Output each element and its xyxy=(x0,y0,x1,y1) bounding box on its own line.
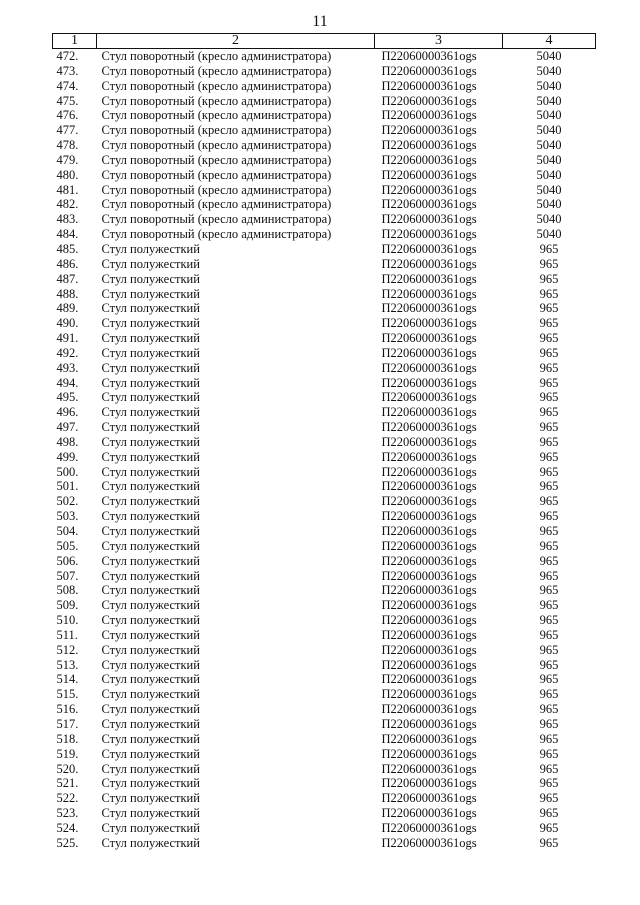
header-row xyxy=(53,34,596,49)
item-name: Стул полужесткий xyxy=(101,286,200,301)
item-name: Стул полужесткий xyxy=(101,657,200,672)
item-value: 5040 xyxy=(536,227,562,242)
table-row xyxy=(53,628,596,643)
row-number: 475. xyxy=(56,93,79,108)
item-value: 965 xyxy=(539,776,559,791)
column-header-2: 2 xyxy=(97,34,375,49)
table-row xyxy=(53,450,596,465)
row-number: 501. xyxy=(56,479,79,494)
item-name: Стул полужесткий xyxy=(101,345,200,360)
table-row xyxy=(53,257,596,272)
table-row xyxy=(53,539,596,554)
item-name: Стул полужесткий xyxy=(101,598,200,613)
item-name: Стул полужесткий xyxy=(101,835,200,850)
row-number: 513. xyxy=(56,657,79,672)
table-row xyxy=(53,435,596,450)
item-name: Стул полужесткий xyxy=(101,375,200,390)
inventory-code: П22060000361ogs xyxy=(381,123,477,138)
item-value: 5040 xyxy=(536,182,562,197)
inventory-code: П22060000361ogs xyxy=(381,553,477,568)
inventory-code: П22060000361ogs xyxy=(381,598,477,613)
inventory-code: П22060000361ogs xyxy=(381,434,477,449)
item-name: Стул поворотный (кресло администратора) xyxy=(101,123,332,138)
item-name: Стул поворотный (кресло администратора) xyxy=(101,227,332,242)
inventory-code: П22060000361ogs xyxy=(381,731,477,746)
row-number: 481. xyxy=(56,182,79,197)
item-value: 965 xyxy=(539,806,559,821)
column-header-3: 3 xyxy=(375,34,503,49)
item-value: 965 xyxy=(539,331,559,346)
item-name: Стул полужесткий xyxy=(101,627,200,642)
row-number: 522. xyxy=(56,791,79,806)
item-name: Стул полужесткий xyxy=(101,746,200,761)
inventory-code: П22060000361ogs xyxy=(381,672,477,687)
row-number: 508. xyxy=(56,583,79,598)
table-row xyxy=(53,687,596,702)
table-row xyxy=(53,420,596,435)
inventory-code: П22060000361ogs xyxy=(381,93,477,108)
table-row xyxy=(53,64,596,79)
row-number: 500. xyxy=(56,464,79,479)
inventory-code: П22060000361ogs xyxy=(381,197,477,212)
item-value: 965 xyxy=(539,538,559,553)
row-number: 516. xyxy=(56,702,79,717)
row-number: 502. xyxy=(56,494,79,509)
item-value: 965 xyxy=(539,524,559,538)
table-row xyxy=(53,762,596,777)
inventory-table xyxy=(52,33,596,851)
inventory-code: П22060000361ogs xyxy=(381,390,477,405)
item-value: 5040 xyxy=(536,63,562,78)
table-row xyxy=(53,123,596,138)
table-row xyxy=(53,776,596,791)
inventory-code: П22060000361ogs xyxy=(381,331,477,346)
item-value: 5040 xyxy=(536,138,562,153)
inventory-code: П22060000361ogs xyxy=(381,63,477,78)
item-value: 965 xyxy=(539,553,559,568)
inventory-table-container xyxy=(52,33,595,851)
row-number: 517. xyxy=(56,716,79,731)
item-name: Стул полужесткий xyxy=(101,568,200,583)
inventory-code: П22060000361ogs xyxy=(381,360,477,375)
item-name: Стул поворотный (кресло администратора) xyxy=(101,167,332,182)
item-value: 5040 xyxy=(536,93,562,108)
inventory-code: П22060000361ogs xyxy=(381,820,477,835)
item-value: 965 xyxy=(539,731,559,746)
inventory-code: П22060000361ogs xyxy=(381,479,477,494)
table-row xyxy=(53,806,596,821)
inventory-code: П22060000361ogs xyxy=(381,138,477,153)
row-number: 518. xyxy=(56,731,79,746)
inventory-code: П22060000361ogs xyxy=(381,345,477,360)
inventory-code: П22060000361ogs xyxy=(381,449,477,464)
item-name: Стул полужесткий xyxy=(101,464,200,479)
inventory-code: П22060000361ogs xyxy=(381,494,477,509)
row-number: 523. xyxy=(56,806,79,821)
inventory-code: П22060000361ogs xyxy=(381,509,477,524)
table-row xyxy=(53,658,596,673)
row-number: 485. xyxy=(56,241,79,256)
row-number: 511. xyxy=(56,627,78,642)
row-number: 515. xyxy=(56,687,79,702)
inventory-code: П22060000361ogs xyxy=(381,716,477,731)
item-value: 965 xyxy=(539,360,559,375)
item-name: Стул полужесткий xyxy=(101,241,200,256)
item-value: 965 xyxy=(539,345,559,360)
item-value: 965 xyxy=(539,761,559,776)
table-row xyxy=(53,524,596,539)
inventory-code: П22060000361ogs xyxy=(381,538,477,553)
row-number: 498. xyxy=(56,434,79,449)
table-row xyxy=(53,108,596,123)
row-number: 497. xyxy=(56,420,79,435)
row-number: 503. xyxy=(56,509,79,524)
inventory-code: П22060000361ogs xyxy=(381,227,477,242)
item-name: Стул поворотный (кресло администратора) xyxy=(101,212,332,227)
item-name: Стул поворотный (кресло администратора) xyxy=(101,78,332,93)
inventory-code: П22060000361ogs xyxy=(381,746,477,761)
item-value: 965 xyxy=(539,598,559,613)
inventory-code: П22060000361ogs xyxy=(381,286,477,301)
table-row xyxy=(53,168,596,183)
item-name: Стул полужесткий xyxy=(101,405,200,420)
row-number: 504. xyxy=(56,524,79,538)
table-row xyxy=(53,836,596,851)
item-name: Стул полужесткий xyxy=(101,420,200,435)
item-name: Стул полужесткий xyxy=(101,449,200,464)
table-row xyxy=(53,672,596,687)
inventory-code: П22060000361ogs xyxy=(381,464,477,479)
item-value: 965 xyxy=(539,702,559,717)
inventory-code: П22060000361ogs xyxy=(381,568,477,583)
item-value: 965 xyxy=(539,583,559,598)
inventory-code: П22060000361ogs xyxy=(381,212,477,227)
row-number: 514. xyxy=(56,672,79,687)
table-row xyxy=(53,494,596,509)
table-body xyxy=(53,49,596,851)
row-number: 507. xyxy=(56,568,79,583)
table-row xyxy=(53,717,596,732)
item-value: 5040 xyxy=(536,152,562,167)
item-value: 965 xyxy=(539,716,559,731)
table-row xyxy=(53,301,596,316)
item-value: 965 xyxy=(539,687,559,702)
row-number: 483. xyxy=(56,212,79,227)
inventory-code: П22060000361ogs xyxy=(381,167,477,182)
table-row xyxy=(53,153,596,168)
item-name: Стул поворотный (кресло администратора) xyxy=(101,197,332,212)
item-value: 5040 xyxy=(536,212,562,227)
row-number: 473. xyxy=(56,63,79,78)
item-name: Стул полужесткий xyxy=(101,613,200,628)
inventory-code: П22060000361ogs xyxy=(381,791,477,806)
row-number: 480. xyxy=(56,167,79,182)
table-row xyxy=(53,361,596,376)
table-row xyxy=(53,821,596,836)
inventory-code: П22060000361ogs xyxy=(381,108,477,123)
item-value: 965 xyxy=(539,286,559,301)
inventory-code: П22060000361ogs xyxy=(381,642,477,657)
item-value: 965 xyxy=(539,672,559,687)
inventory-code: П22060000361ogs xyxy=(381,657,477,672)
inventory-code: П22060000361ogs xyxy=(381,78,477,93)
row-number: 472. xyxy=(56,49,79,63)
item-value: 5040 xyxy=(536,108,562,123)
table-row xyxy=(53,212,596,227)
item-value: 5040 xyxy=(536,49,562,63)
row-number: 509. xyxy=(56,598,79,613)
row-number: 493. xyxy=(56,360,79,375)
table-row xyxy=(53,316,596,331)
row-number: 476. xyxy=(56,108,79,123)
item-value: 965 xyxy=(539,241,559,256)
item-name: Стул полужесткий xyxy=(101,820,200,835)
item-value: 965 xyxy=(539,494,559,509)
item-name: Стул поворотный (кресло администратора) xyxy=(101,63,332,78)
item-value: 965 xyxy=(539,316,559,331)
inventory-code: П22060000361ogs xyxy=(381,702,477,717)
inventory-code: П22060000361ogs xyxy=(381,271,477,286)
item-value: 965 xyxy=(539,271,559,286)
row-number: 474. xyxy=(56,78,79,93)
item-value: 965 xyxy=(539,791,559,806)
table-row xyxy=(53,509,596,524)
item-name: Стул полужесткий xyxy=(101,538,200,553)
row-number: 484. xyxy=(56,227,79,242)
row-number: 525. xyxy=(56,835,79,850)
row-number: 495. xyxy=(56,390,79,405)
item-name: Стул полужесткий xyxy=(101,271,200,286)
row-number: 487. xyxy=(56,271,79,286)
item-name: Стул полужесткий xyxy=(101,360,200,375)
table-row xyxy=(53,79,596,94)
item-name: Стул полужесткий xyxy=(101,702,200,717)
item-value: 965 xyxy=(539,256,559,271)
row-number: 479. xyxy=(56,152,79,167)
table-row xyxy=(53,346,596,361)
inventory-code: П22060000361ogs xyxy=(381,613,477,628)
item-name: Стул полужесткий xyxy=(101,672,200,687)
item-value: 965 xyxy=(539,434,559,449)
row-number: 510. xyxy=(56,613,79,628)
row-number: 492. xyxy=(56,345,79,360)
table-row xyxy=(53,465,596,480)
table-row xyxy=(53,598,596,613)
inventory-code: П22060000361ogs xyxy=(381,256,477,271)
item-name: Стул полужесткий xyxy=(101,776,200,791)
item-value: 965 xyxy=(539,390,559,405)
item-name: Стул поворотный (кресло администратора) xyxy=(101,108,332,123)
table-row xyxy=(53,242,596,257)
page-number: 11 xyxy=(312,13,328,30)
table-row xyxy=(53,643,596,658)
item-name: Стул поворотный (кресло администратора) xyxy=(101,138,332,153)
table-header xyxy=(53,34,596,49)
item-name: Стул полужесткий xyxy=(101,316,200,331)
item-value: 965 xyxy=(539,375,559,390)
item-name: Стул поворотный (кресло администратора) xyxy=(101,49,332,63)
item-value: 5040 xyxy=(536,197,562,212)
table-row xyxy=(53,583,596,598)
inventory-code: П22060000361ogs xyxy=(381,583,477,598)
table-row xyxy=(53,287,596,302)
column-header-1: 1 xyxy=(53,34,97,49)
table-row xyxy=(53,791,596,806)
item-name: Стул полужесткий xyxy=(101,390,200,405)
table-row xyxy=(53,405,596,420)
item-value: 965 xyxy=(539,301,559,316)
row-number: 505. xyxy=(56,538,79,553)
row-number: 520. xyxy=(56,761,79,776)
item-name: Стул полужесткий xyxy=(101,791,200,806)
inventory-code: П22060000361ogs xyxy=(381,241,477,256)
table-row xyxy=(53,732,596,747)
row-number: 478. xyxy=(56,138,79,153)
item-value: 5040 xyxy=(536,123,562,138)
item-name: Стул поворотный (кресло администратора) xyxy=(101,152,332,167)
inventory-code: П22060000361ogs xyxy=(381,405,477,420)
item-value: 965 xyxy=(539,449,559,464)
table-row xyxy=(53,197,596,212)
inventory-code: П22060000361ogs xyxy=(381,152,477,167)
item-value: 965 xyxy=(539,479,559,494)
item-value: 965 xyxy=(539,509,559,524)
row-number: 489. xyxy=(56,301,79,316)
item-value: 965 xyxy=(539,746,559,761)
item-name: Стул полужесткий xyxy=(101,434,200,449)
row-number: 486. xyxy=(56,256,79,271)
table-row xyxy=(53,376,596,391)
item-value: 5040 xyxy=(536,167,562,182)
item-value: 965 xyxy=(539,835,559,850)
inventory-code: П22060000361ogs xyxy=(381,761,477,776)
table-row xyxy=(53,94,596,109)
item-value: 965 xyxy=(539,657,559,672)
inventory-code: П22060000361ogs xyxy=(381,49,477,63)
column-header-4: 4 xyxy=(503,34,596,49)
item-name: Стул полужесткий xyxy=(101,716,200,731)
row-number: 490. xyxy=(56,316,79,331)
item-name: Стул полужесткий xyxy=(101,583,200,598)
item-value: 965 xyxy=(539,405,559,420)
table-row xyxy=(53,49,596,64)
table-row xyxy=(53,479,596,494)
item-name: Стул поворотный (кресло администратора) xyxy=(101,93,332,108)
inventory-code: П22060000361ogs xyxy=(381,301,477,316)
row-number: 512. xyxy=(56,642,79,657)
item-value: 965 xyxy=(539,464,559,479)
inventory-code: П22060000361ogs xyxy=(381,627,477,642)
row-number: 488. xyxy=(56,286,79,301)
row-number: 496. xyxy=(56,405,79,420)
row-number: 519. xyxy=(56,746,79,761)
row-number: 477. xyxy=(56,123,79,138)
table-row xyxy=(53,138,596,153)
item-name: Стул полужесткий xyxy=(101,301,200,316)
row-number: 506. xyxy=(56,553,79,568)
table-row xyxy=(53,554,596,569)
table-row xyxy=(53,331,596,346)
table-row xyxy=(53,227,596,242)
item-value: 965 xyxy=(539,642,559,657)
item-name: Стул полужесткий xyxy=(101,731,200,746)
row-number: 499. xyxy=(56,449,79,464)
inventory-code: П22060000361ogs xyxy=(381,316,477,331)
inventory-code: П22060000361ogs xyxy=(381,524,477,538)
table-row xyxy=(53,702,596,717)
inventory-code: П22060000361ogs xyxy=(381,835,477,850)
row-number: 521. xyxy=(56,776,79,791)
item-name: Стул полужесткий xyxy=(101,687,200,702)
table-row xyxy=(53,390,596,405)
inventory-code: П22060000361ogs xyxy=(381,420,477,435)
row-number: 524. xyxy=(56,820,79,835)
item-name: Стул полужесткий xyxy=(101,806,200,821)
item-name: Стул полужесткий xyxy=(101,642,200,657)
item-name: Стул полужесткий xyxy=(101,494,200,509)
table-row xyxy=(53,613,596,628)
row-number: 491. xyxy=(56,331,79,346)
inventory-code: П22060000361ogs xyxy=(381,776,477,791)
inventory-code: П22060000361ogs xyxy=(381,182,477,197)
table-row xyxy=(53,183,596,198)
item-value: 965 xyxy=(539,613,559,628)
item-name: Стул полужесткий xyxy=(101,256,200,271)
inventory-code: П22060000361ogs xyxy=(381,806,477,821)
table-row xyxy=(53,569,596,584)
item-name: Стул полужесткий xyxy=(101,524,200,538)
item-name: Стул поворотный (кресло администратора) xyxy=(101,182,332,197)
item-name: Стул полужесткий xyxy=(101,553,200,568)
item-value: 965 xyxy=(539,627,559,642)
item-value: 5040 xyxy=(536,78,562,93)
row-number: 494. xyxy=(56,375,79,390)
inventory-code: П22060000361ogs xyxy=(381,375,477,390)
item-name: Стул полужесткий xyxy=(101,761,200,776)
inventory-code: П22060000361ogs xyxy=(381,687,477,702)
item-value: 965 xyxy=(539,420,559,435)
item-name: Стул полужесткий xyxy=(101,509,200,524)
item-name: Стул полужесткий xyxy=(101,331,200,346)
row-number: 482. xyxy=(56,197,79,212)
item-value: 965 xyxy=(539,568,559,583)
table-row xyxy=(53,272,596,287)
item-name: Стул полужесткий xyxy=(101,479,200,494)
item-value: 965 xyxy=(539,820,559,835)
table-row xyxy=(53,747,596,762)
